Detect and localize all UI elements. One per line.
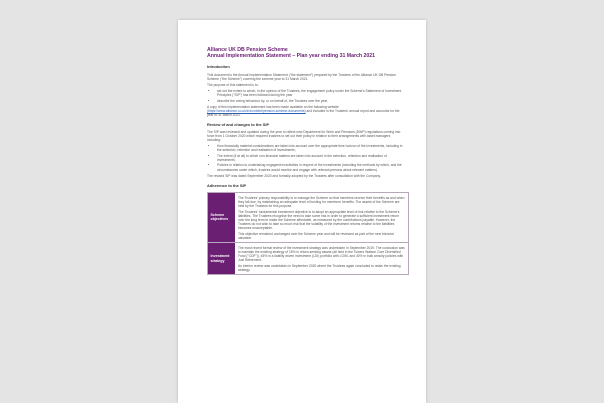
- table-row: [208, 242, 408, 274]
- review-bullet-list: [207, 144, 403, 172]
- review-paragraph-1: The SIP was reviewed and updated during the year to reflect new Department for Work and Pensions (DWP) regulations coming into force from 1 October 2020 which required trustees to set out their policy in relation to their arrangements with asset managers including:: [207, 130, 401, 143]
- review-paragraph-2: The revised SIP was dated September 2020 and formally adopted by the Trustees after consultation with the Company.: [207, 174, 381, 179]
- document-content: [207, 47, 403, 275]
- adherence-table: [207, 192, 409, 276]
- row-paragraph: The Trustees' primary responsibility is to manage the Scheme so that members receive their benefits as and when they fall due, by maintaining an adequate level of funding for members' benefits. The assets of the Scheme are held by the Trustees for this purpose.: [238, 195, 405, 208]
- intro-bullet-item: • describe the voting behaviour by, or on behalf of, the Trustees over the year.: [217, 99, 403, 103]
- document-title: [207, 47, 403, 60]
- row-label-scheme-objectives: Scheme objectives: [208, 193, 235, 243]
- intro-paragraph-1: This document is the Annual Implementation Statement ("the statement") prepared by the Trustees of the Alliance UK DB Pension Scheme ("the Scheme") covering the scheme year to 31 March 2021.: [207, 72, 397, 81]
- section-heading-introduction: Introduction: [207, 64, 230, 70]
- intro-bullet-item: • set out the extent to which, in the opinion of the Trustees, the engagement policy under the Scheme's Statement of Investment Principles ("SIP") has been followed during the year: [217, 89, 403, 97]
- intro-bullet-list: [207, 89, 403, 103]
- section-heading-review: Review of and changes to the SIP: [207, 121, 270, 127]
- intro-paragraph-3: [207, 105, 403, 117]
- website-link[interactable]: (https://www.alliance.co.uk/en/content/pension-scheme-documents): [207, 109, 306, 114]
- review-bullet-item: • Policies in relation to undertaking engagement activities in respect of the investments (including the methods by which, and the circumstances under which, trustees would monitor and engage with relevant persons about relevant matters).: [217, 163, 403, 171]
- table-row: [208, 193, 408, 243]
- row-paragraph: The most recent formal review of the investment strategy was undertaken in September 2019. The conclusion was to maintain the existing strategy of 15% in return-seeking assets (all held in the Towers Watson Core Diversified Fund ("CDF")), 45% in a liability driven investment (LDI) portfolio with LGIM, and 40% in bulk annuity policies with Just Retirement.: [238, 246, 405, 263]
- document-title-line2: Annual Implementation Statement – Plan year ending 31 March 2021: [207, 53, 376, 60]
- document-title-line1: Alliance UK DB Pension Scheme: [207, 47, 288, 53]
- row-paragraph: An interim review was undertaken in September 2020 where the Trustees again concluded to retain the existing strategy.: [238, 264, 401, 273]
- row-paragraph: The Trustees' fundamental investment objective is to adopt an appropriate level of risk relative to the Scheme's liabilities. The Trustees recognise the need to take some risk in order to generate a sufficient investment return over the long term to make the Scheme affordable, as measured by the contributions payable. However, the Trustees do not wish to take so much risk that the volatility of the investment returns relative to the liabilities becomes unacceptable.: [238, 209, 400, 231]
- intro-paragraph-3-end: and included in the Trustees' annual report and accounts for the year to 31 March 2021.: [207, 109, 400, 118]
- document-page: [178, 20, 426, 403]
- row-text-scheme-objectives: [235, 193, 408, 243]
- intro-paragraph-3-start: A copy of this implementation statement has been made available on the following website: [207, 105, 339, 110]
- section-heading-adherence: Adherence to the SIP: [207, 182, 247, 188]
- review-bullet-item: • How financially material considerations are taken into account over the appropriate time horizon of the investments, including in the selection, retention and realisation of investments;: [217, 144, 403, 152]
- row-text-investment-strategy: [235, 243, 408, 274]
- review-bullet-item: • The extent (if at all) to which non-financial matters are taken into account in the selection, retention and realisation of investments;: [217, 154, 403, 162]
- row-label-investment-strategy: Investment strategy: [208, 243, 235, 274]
- intro-paragraph-2: The purpose of this statement is to:: [207, 83, 259, 88]
- row-paragraph: This objective remained unchanged over the Scheme year and will be reviewed as part of the next triennial valuation.: [238, 231, 394, 241]
